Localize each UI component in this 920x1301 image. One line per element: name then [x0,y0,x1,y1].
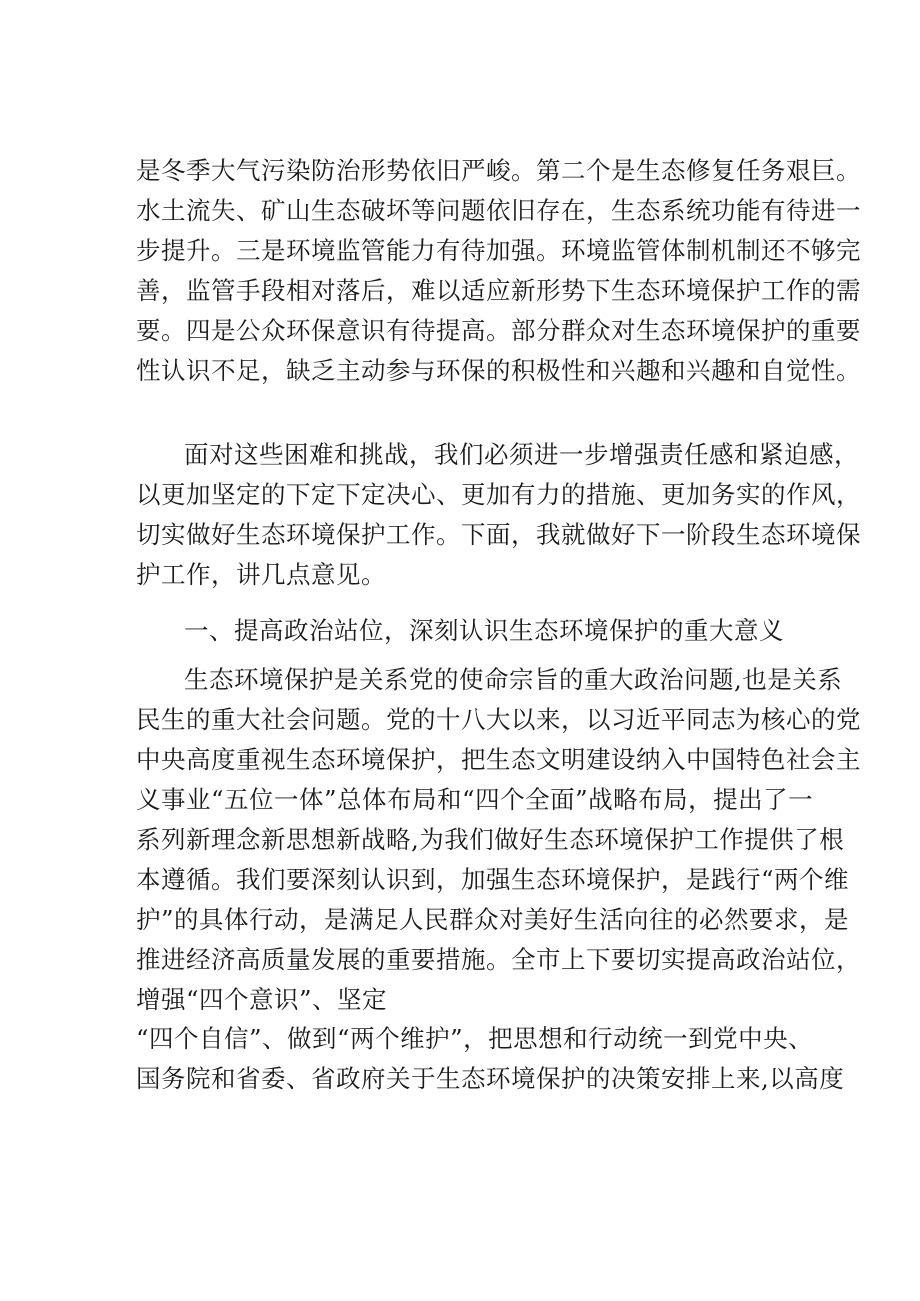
text-line: 水土流失、矿山生态破坏等问题依旧存在，生态系统功能有待进一 [136,196,861,225]
text-line: 推进经济高质量发展的重要措施。全市上下要切实提高政治站位， [136,945,861,974]
text-line: 性认识不足，缺乏主动参与环保的积极性和兴趣和兴趣和自觉性。 [136,356,861,385]
paragraph-3 [136,660,861,1020]
text-line: 面对这些困难和挑战，我们必须进一步增强责任感和紧迫感， [184,440,859,469]
heading-text: 一、提高政治站位，深刻认识生态环境保护的重大意义 [184,616,784,645]
text-line: 护工作，讲几点意见。 [136,560,386,589]
text-line: 本遵循。我们要深刻认识到，加强生态环境保护，是践行“两个维 [136,865,850,894]
paragraph-2 [136,435,861,595]
section-heading-1 [136,611,796,651]
text-line: “四个自信”、做到“两个维护”，把思想和行动统一到党中央、 [136,1024,814,1053]
text-line: 义事业“五位一体”总体布局和“四个全面”战略布局，提出了一 [136,785,814,814]
text-line: 是冬季大气污染防治形势依旧严峻。第二个是生态修复任务艰巨。 [136,156,861,185]
text-line: 善，监管手段相对落后，难以适应新形势下生态环境保护工作的需 [136,276,861,305]
text-line: 护”的具体行动，是满足人民群众对美好生活向往的必然要求，是 [136,905,850,934]
text-line: 民生的重大社会问题。党的十八大以来，以习近平同志为核心的党 [136,705,861,734]
text-line: 增强“四个意识”、坚定 [136,985,388,1014]
text-line: 国务院和省委、省政府关于生态环境保护的决策安排上来,以高度 [136,1064,845,1093]
text-line: 要。四是公众环保意识有待提高。部分群众对生态环境保护的重要 [136,316,861,345]
text-line: 切实做好生态环境保护工作。下面，我就做好下一阶段生态环境保 [136,520,861,549]
text-line: 中央高度重视生态环境保护，把生态文明建设纳入中国特色社会主 [136,745,861,774]
text-line: 生态环境保护是关系党的使命宗旨的重大政治问题,也是关系 [184,665,843,694]
paragraph-4 [136,1019,845,1099]
text-line: 系列新理念新思想新战略,为我们做好生态环境保护工作提供了根 [136,825,845,854]
paragraph-1 [136,151,861,391]
text-line: 步提升。三是环境监管能力有待加强。环境监管体制机制还不够完 [136,236,861,265]
text-line: 以更加坚定的下定下定决心、更加有力的措施、更加务实的作风， [136,480,861,509]
